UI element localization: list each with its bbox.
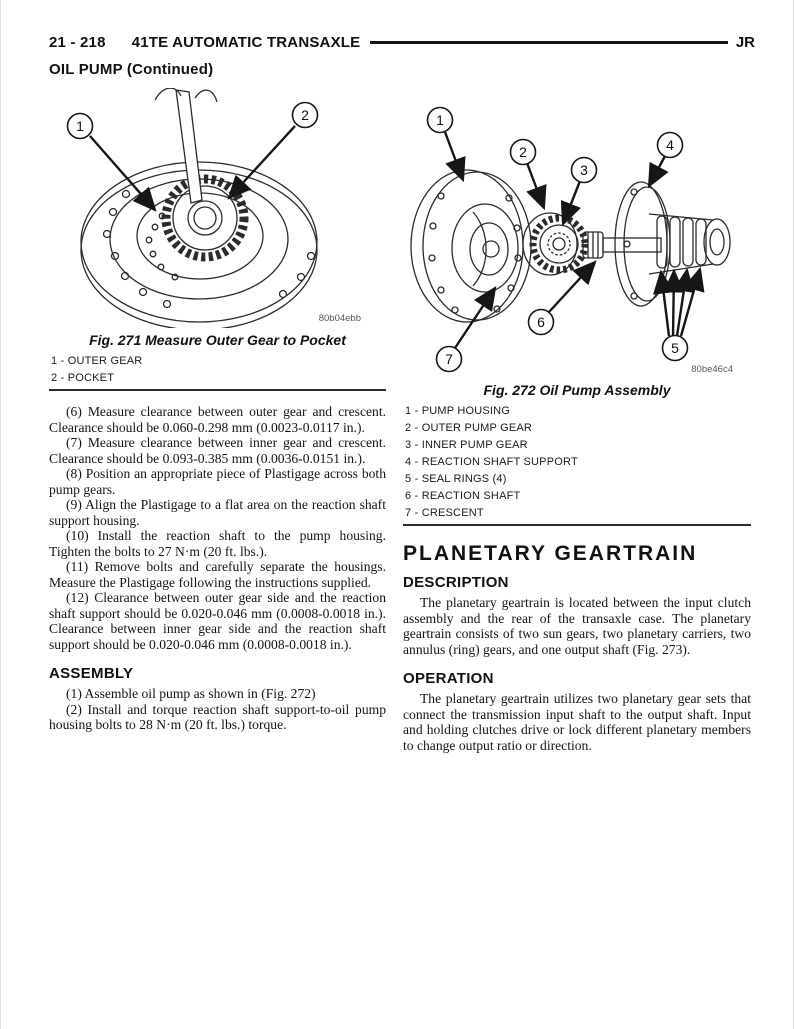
fig272-legend bbox=[403, 405, 751, 519]
legend-item: 6 - REACTION SHAFT bbox=[405, 490, 521, 502]
right-column bbox=[403, 96, 751, 753]
description-text bbox=[403, 595, 751, 657]
legend-item: 1 - PUMP HOUSING bbox=[405, 405, 511, 417]
legend-item: 2 - POCKET bbox=[51, 372, 115, 384]
legend-item: 2 - OUTER PUMP GEAR bbox=[405, 422, 533, 434]
assembly-procedure bbox=[49, 686, 386, 733]
oil-pump-procedure bbox=[49, 404, 386, 652]
operation-heading: OPERATION bbox=[403, 670, 494, 687]
svg-text:5: 5 bbox=[671, 340, 679, 356]
page-number: 21 - 218 bbox=[49, 34, 106, 51]
region-code: JR bbox=[735, 34, 755, 51]
svg-text:2: 2 bbox=[519, 144, 527, 160]
fig271-image-code: 80b04ebb bbox=[318, 313, 361, 324]
fig272-caption: Fig. 272 Oil Pump Assembly bbox=[483, 382, 671, 398]
fig272-callout-7 bbox=[437, 347, 462, 372]
operation-text bbox=[403, 691, 751, 753]
svg-text:7: 7 bbox=[445, 351, 453, 367]
svg-text:2: 2 bbox=[301, 107, 309, 123]
svg-text:1: 1 bbox=[76, 118, 84, 134]
column-divider-rule bbox=[49, 389, 386, 391]
procedure-step: (11) Remove bolts and carefully separate the housings. Measure the Plastigage following the instructions supplied. bbox=[49, 559, 386, 590]
fig272-callout-3 bbox=[572, 158, 597, 183]
left-column bbox=[49, 88, 386, 733]
procedure-step: (6) Measure clearance between outer gear and crescent. Clearance should be 0.060-0.298 mm (0.0023-0.0117 in.). bbox=[49, 404, 386, 435]
fig272-callout-2 bbox=[511, 140, 536, 165]
fig271-oil-pump-measure-illustration bbox=[49, 88, 386, 328]
description-paragraph: The planetary geartrain is located between the input clutch assembly and the rear of the transaxle case. The planetary geartrain consists of two sun gears, two planetary carriers, two annulus (ring) gears, and one output shaft (Fig. 273). bbox=[403, 595, 751, 657]
procedure-step: (1) Assemble oil pump as shown in (Fig. 272) bbox=[66, 686, 316, 701]
fig272-callout-5 bbox=[663, 336, 688, 361]
svg-text:3: 3 bbox=[580, 162, 588, 178]
procedure-step: (10) Install the reaction shaft to the pump housing. Tighten the bolts to 27 N·m (20 ft. lbs.). bbox=[49, 528, 386, 559]
procedure-step: (7) Measure clearance between inner gear and crescent. Clearance should be 0.093-0.385 mm (0.0036-0.0151 in.). bbox=[49, 435, 386, 466]
procedure-step: (9) Align the Plastigage to a flat area on the reaction shaft support housing. bbox=[49, 497, 386, 528]
svg-text:1: 1 bbox=[436, 112, 444, 128]
svg-text:4: 4 bbox=[666, 137, 674, 153]
column-divider-rule bbox=[403, 524, 751, 526]
fig272-image-code: 80be46c4 bbox=[691, 364, 733, 375]
legend-item: 4 - REACTION SHAFT SUPPORT bbox=[405, 456, 578, 468]
legend-item: 3 - INNER PUMP GEAR bbox=[405, 439, 528, 451]
section-title: 41TE AUTOMATIC TRANSAXLE bbox=[131, 34, 361, 51]
description-heading: DESCRIPTION bbox=[403, 574, 509, 591]
procedure-step: (2) Install and torque reaction shaft support-to-oil pump housing bolts to 28 N·m (20 ft. lbs.) torque. bbox=[49, 701, 386, 732]
subsection-title: OIL PUMP (Continued) bbox=[49, 61, 214, 78]
fig271-legend bbox=[49, 355, 386, 384]
fig272-callout-1 bbox=[428, 108, 453, 133]
operation-paragraph: The planetary geartrain utilizes two planetary gear sets that connect the transmission input shaft to the output shaft. Input and holding clutches drive or lock different planetary members to change output ratio or direction. bbox=[403, 691, 751, 753]
planetary-geartrain-title: PLANETARY GEARTRAIN bbox=[403, 542, 698, 565]
assembly-heading: ASSEMBLY bbox=[49, 665, 134, 682]
fig271-caption: Fig. 271 Measure Outer Gear to Pocket bbox=[89, 332, 346, 348]
svg-text:6: 6 bbox=[537, 314, 545, 330]
header-rule bbox=[370, 41, 727, 44]
legend-item: 5 - SEAL RINGS (4) bbox=[405, 473, 507, 485]
legend-item: 7 - CRESCENT bbox=[405, 507, 484, 519]
fig272-callout-4 bbox=[658, 133, 683, 158]
fig271-callout-1 bbox=[68, 114, 93, 139]
procedure-step: (8) Position an appropriate piece of Plastigage across both pump gears. bbox=[49, 466, 386, 497]
page-header bbox=[49, 34, 755, 51]
fig272-oil-pump-assembly-illustration bbox=[403, 96, 751, 378]
fig271-callout-2 bbox=[293, 103, 318, 128]
legend-item: 1 - OUTER GEAR bbox=[51, 355, 143, 367]
procedure-step: (12) Clearance between outer gear side and the reaction shaft support should be 0.020-0.046 mm (0.0008-0.0018 in.). Clearance between inner gear side and the reaction shaft support should be 0.020-0.046 mm (0.0008-0.0018 in.). bbox=[49, 590, 386, 652]
fig272-callout-6 bbox=[529, 310, 554, 335]
